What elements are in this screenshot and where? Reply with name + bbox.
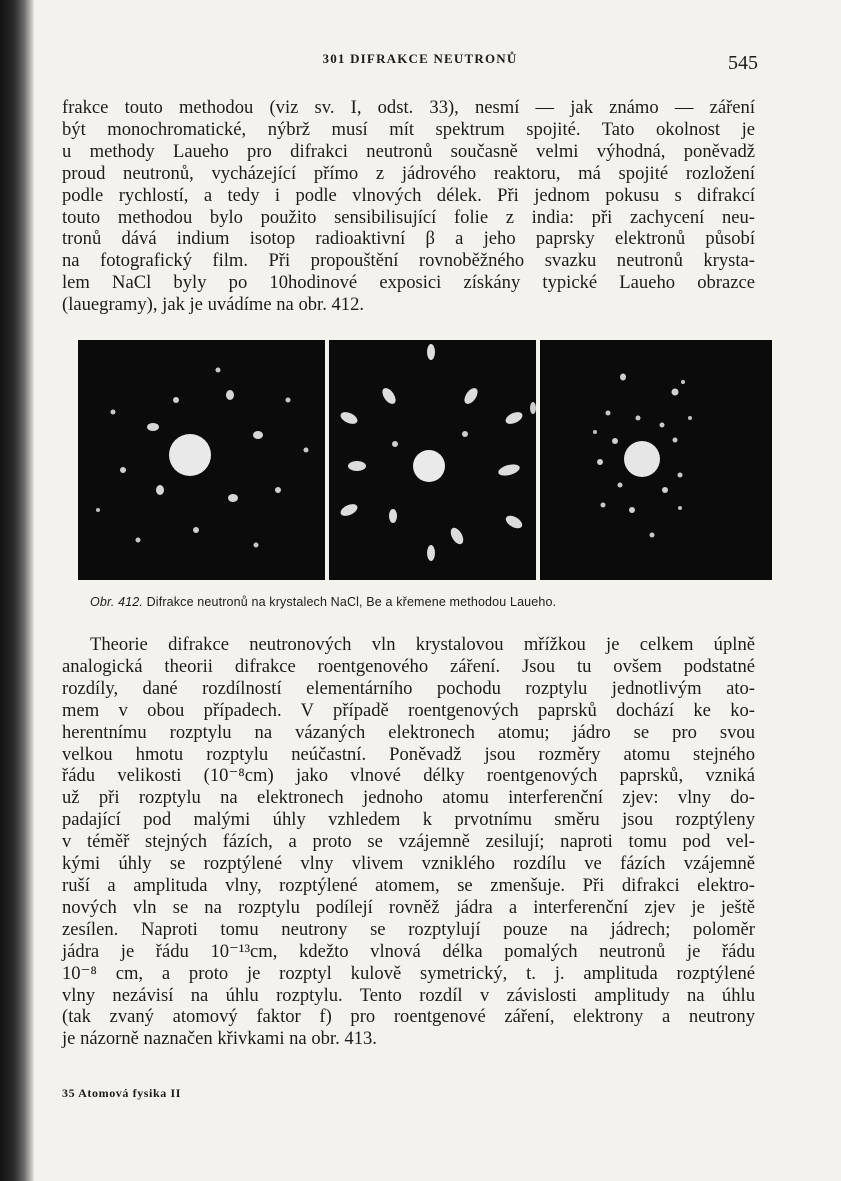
text-line: mem v obou případech. V případě roentgenových paprsků dochází ke ko-	[62, 699, 755, 721]
diffraction-spot	[612, 438, 618, 444]
text-line: ruší a amplituda vlny, rozptýlené atomem, se zmenšuje. Při difrakci elektro-	[62, 874, 755, 896]
central-beam-spot	[413, 450, 445, 482]
diffraction-spot	[216, 368, 221, 373]
text-line: rozdíly, dané rozdílností elementárního pochodu rozptylu jednotlivým ato-	[62, 677, 755, 699]
text-line: kými úhly se rozptýlené vlny vlivem vzniklého rozdílu ve fázích vzájemně	[62, 853, 755, 875]
laue-pattern-nacl	[78, 340, 325, 580]
running-header: 301 DIFRAKCE NEUTRONŮ	[322, 51, 518, 66]
diffraction-spot	[618, 483, 623, 488]
text-line: (lauegramy), jak je uvádíme na obr. 412.	[62, 294, 365, 316]
text-line: podle rychlostí, a tedy i podle vlnových délek. Při jednom pokusu s difrakcí	[62, 184, 755, 206]
text-line: Theorie difrakce neutronových vln krystalovou mřížkou je celkem úplně	[90, 634, 755, 655]
footer-signature: 35 Atomová fysika II	[62, 1086, 182, 1100]
diffraction-spot	[120, 467, 126, 473]
diffraction-spot	[348, 461, 366, 471]
diffraction-spot	[606, 411, 611, 416]
diffraction-spot	[678, 473, 683, 478]
diffraction-spot	[593, 430, 597, 434]
diffraction-spot	[504, 513, 525, 531]
figure-caption	[90, 595, 750, 609]
diffraction-spot	[688, 416, 692, 420]
diffraction-spot	[427, 545, 435, 561]
diffraction-spot	[636, 416, 641, 421]
diffraction-spot	[193, 527, 199, 533]
text-line: herentnímu rozptylu na vázaných elektronech atomu; jádro se pro svou	[62, 721, 755, 743]
paragraph-1	[62, 97, 755, 316]
laue-quartz-svg	[540, 340, 772, 580]
diffraction-spot	[339, 410, 360, 427]
diffraction-spot	[253, 431, 263, 439]
diffraction-spot	[147, 423, 159, 431]
laue-nacl-svg	[78, 340, 325, 580]
text-line: analogická theorii difrakce roentgenového záření. Jsou tu ovšem podstatné	[62, 655, 755, 677]
laue-pattern-be	[329, 340, 536, 580]
text-line: (tak zvaný atomový faktor f) pro roentgenové záření, elektrony a neutrony	[62, 1006, 755, 1028]
text-line: nových vln se na rozptylu podílejí rovněž jádra a interferenční zjev je ještě	[62, 896, 755, 918]
figure-label: Obr. 412.	[90, 595, 143, 609]
text-line: je názorně naznačen křivkami na obr. 413.	[62, 1028, 377, 1050]
text-line: v téměř stejných fázích, a proto se vzájemně zesilují; naproti tomu pod vel-	[62, 831, 755, 853]
diffraction-spot	[304, 448, 309, 453]
text-line: jádra je řádu 10⁻¹³cm, kdežto vlnová délka pomalých neutronů je řádu	[62, 940, 755, 962]
diffraction-spot	[427, 344, 435, 360]
diffraction-spot	[672, 389, 679, 396]
diffraction-spot	[275, 487, 281, 493]
laue-pattern-quartz	[540, 340, 772, 580]
diffraction-spot	[389, 509, 397, 523]
text-line: lem NaCl byly po 10hodinové exposici získány typické Laueho obrazce	[62, 272, 755, 294]
diffraction-spot	[111, 410, 116, 415]
text-line: být monochromatické, nýbrž musí mít spektrum spojité. Tato okolnost je	[62, 118, 755, 140]
text-line: proud neutronů, vycházející přímo z jádrového reaktoru, má spojité rozložení	[62, 162, 755, 184]
text-line: u methody Laueho pro difrakci neutronů současně velmi výhodná, poněvadž	[62, 140, 755, 162]
text-line: na fotografický film. Při propouštění rovnoběžného svazku neutronů krysta-	[62, 250, 755, 272]
laue-be-svg	[329, 340, 536, 580]
text-line: 10⁻⁸ cm, a proto je rozptyl kulově symetrický, t. j. amplituda rozptýlené	[62, 962, 755, 984]
diffraction-spot	[504, 410, 525, 427]
diffraction-spot	[597, 459, 603, 465]
text-line: velkou hmotu rozptylu neúčastní. Poněvadž jsou rozměry atomu stejného	[62, 743, 755, 765]
diffraction-spot	[254, 543, 259, 548]
diffraction-spot	[392, 441, 398, 447]
diffraction-spot	[462, 431, 468, 437]
text-line: frakce touto methodou (viz sv. I, odst. 33), nesmí — jak známo — záření	[62, 97, 755, 118]
diffraction-spot	[660, 423, 665, 428]
book-spine-shadow	[0, 0, 34, 1181]
central-beam-spot	[624, 441, 660, 477]
diffraction-spot	[530, 402, 536, 414]
diffraction-spot	[681, 380, 685, 384]
text-line: už při rozptylu na elektronech jednoho atomu interferenční zjev: vlny do-	[62, 787, 755, 809]
text-line: touto methodou bylo použito sensibilisující folie z india: při zachycení neu-	[62, 206, 755, 228]
text-line: řádu velikosti (10⁻⁸cm) jako vlnové délky roentgenových paprsků, vzniká	[62, 765, 755, 787]
diffraction-spot	[629, 507, 635, 513]
text-line: padající pod malými úhly vzhledem k prvotnímu směru jsou rozptýleny	[62, 809, 755, 831]
diffraction-spot	[678, 506, 682, 510]
figure-caption-text: Difrakce neutronů na krystalech NaCl, Be a křemene methodou Laueho.	[146, 595, 557, 609]
page-number: 545	[728, 52, 758, 74]
diffraction-spot	[497, 462, 521, 477]
diffraction-spot	[173, 397, 179, 403]
diffraction-spot	[96, 508, 100, 512]
diffraction-spot	[462, 386, 481, 406]
figure-412	[78, 340, 772, 580]
text-line: tronů dává indium isotop radioaktivní β a jeho paprsky elektronů působí	[62, 228, 755, 250]
diffraction-spot	[620, 374, 626, 381]
diffraction-spot	[673, 438, 678, 443]
diffraction-spot	[601, 503, 606, 508]
paragraph-2	[62, 634, 755, 1050]
diffraction-spot	[286, 398, 291, 403]
diffraction-spot	[228, 494, 238, 502]
central-beam-spot	[169, 434, 211, 476]
diffraction-spot	[662, 487, 668, 493]
diffraction-spot	[339, 502, 360, 519]
diffraction-spot	[136, 538, 141, 543]
text-line: vlny nezávisí na úhlu rozptylu. Tento rozdíl v závislosti amplitudy na úhlu	[62, 984, 755, 1006]
diffraction-spot	[156, 485, 164, 495]
text-line: zesílen. Naproti tomu neutrony se rozptylují pouze na jádrech; poloměr	[62, 918, 755, 940]
diffraction-spot	[650, 533, 655, 538]
diffraction-spot	[448, 526, 466, 547]
diffraction-spot	[226, 390, 234, 400]
diffraction-spot	[380, 386, 399, 406]
